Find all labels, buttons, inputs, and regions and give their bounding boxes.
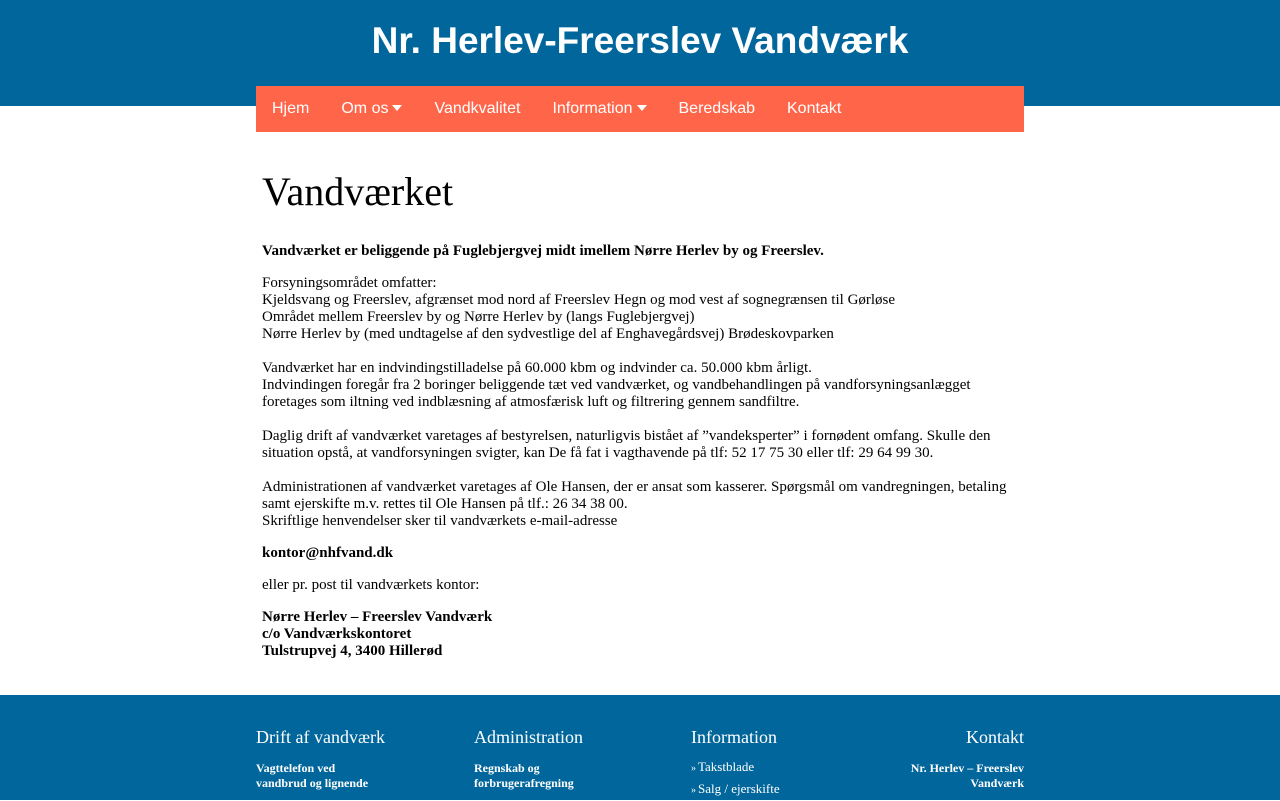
written-inquiries-text: Skriftlige henvendelser sker til vandværkets e-mail-adresse [262,513,618,529]
footer-link-label: Salg / ejerskifte [698,781,780,796]
footer-heading: Drift af vandværk [256,727,385,747]
main-nav [256,86,1024,132]
site-title[interactable]: Nr. Herlev-Freerslev Vandværk [371,20,909,61]
footer-link-label: Takstblade [698,759,755,774]
nav-item-label: Om os [341,100,389,117]
address-line: Nørre Herlev – Freerslev Vandværk [262,609,493,625]
supply-area-line: Området mellem Freerslev by og Nørre Herlev by (langs Fuglebjergvej) [262,309,695,325]
capacity-text: Vandværket har en indvindingstilladelse på 60.000 kbm og indvinder ca. 50.000 kbm årligt. [262,360,812,376]
nav-item-information[interactable] [536,86,662,132]
operation-text: Daglig drift af vandværket varetages af bestyrelsen, naturligvis bistået af ”vandeksperter” i fornødent omfang. Skulle den situation opstå, at vandforsyningen svigter, kan De få fat i vagthavende på tlf: 52 17 75 30 eller tlf: 29 64 99 30. [262,428,991,461]
nav-item-label: Beredskab [678,100,755,117]
page-title: Vandværket [262,169,454,214]
footer-col-contact [824,725,1024,791]
intro-text: Vandværket er beliggende på Fuglebjergvej midt imellem Nørre Herlev by og Freerslev. [262,243,824,259]
caret-down-icon [392,105,402,111]
address-line: Tulstrupvej 4, 3400 Hillerød [262,643,443,659]
footer-heading: Administration [474,727,583,747]
site-footer [0,695,1280,800]
nav-item-hjem[interactable] [256,86,325,132]
supply-area-line: Nørre Herlev by (med undtagelse af den sydvestlige del af Enghavegårdsvej) Brødeskovparken [262,326,834,342]
nav-item-label: Information [552,100,633,117]
footer-heading: Information [691,727,777,747]
nav-item-label: Vandkvalitet [434,100,521,117]
supply-area-heading: Forsyningsområdet omfatter: [262,275,437,291]
main-content [262,166,1018,675]
supply-area-line: Kjeldsvang og Freerslev, afgrænset mod nord af Freerslev Hegn og mod vest af sognegrænsen til Gørløse [262,292,896,308]
treatment-text: Indvindingen foregår fra 2 boringer beliggende tæt ved vandværket, og vandbehandlingen på vandforsyningsanlægget foretages som iltning ved indblæsning af atmosfærisk luft og filtrering gennem sandfiltre. [262,377,971,410]
footer-text: Vagttelefon ved [256,761,336,775]
footer-col-administration [474,725,674,791]
nav-item-label: Kontakt [787,100,842,117]
footer-text: Vandværk [970,776,1024,790]
postal-address [262,609,1018,660]
supply-area-section [262,275,1018,530]
nav-item-label: Hjem [272,100,310,117]
double-chevron-right-icon: » [691,763,696,774]
footer-text: Nr. Herlev – Freerslev [910,761,1024,775]
nav-item-om-os[interactable] [325,86,418,132]
nav-item-kontakt[interactable] [771,86,857,132]
caret-down-icon [637,105,647,111]
post-intro-text: eller pr. post til vandværkets kontor: [262,577,480,593]
administration-text: Administrationen af vandværket varetages af Ole Hansen, der er ansat som kasserer. Spørgsmål om vandregningen, betaling samt ejerskifte m.v. rettes til Ole Hansen på tlf.: 26 34 38 00. [262,479,1007,512]
footer-text: vandbrud og lignende [256,776,369,790]
nav-item-beredskab[interactable] [663,86,772,132]
double-chevron-right-icon: » [691,785,696,796]
email-address: kontor@nhfvand.dk [262,545,394,561]
nav-item-vandkvalitet[interactable] [418,86,536,132]
footer-col-operation [256,725,456,791]
address-line: c/o Vandværkskontoret [262,626,412,642]
footer-heading: Kontakt [966,727,1024,747]
footer-text: Regnskab og [474,761,540,775]
footer-text: forbrugerafregning [474,776,574,790]
